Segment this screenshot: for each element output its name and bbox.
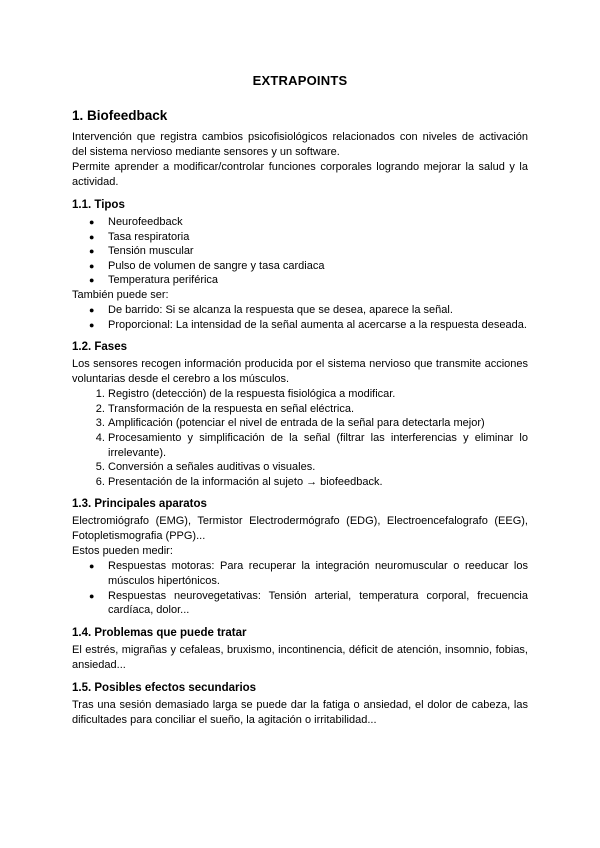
section-heading-biofeedback: 1. Biofeedback xyxy=(72,108,168,123)
bullet-icon: ● xyxy=(89,590,95,601)
paragraph-aparatos-measure: Estos pueden medir: xyxy=(72,545,173,558)
document-title: EXTRAPOINTS xyxy=(252,73,348,88)
bullet-icon: ● xyxy=(89,304,95,315)
list-item: 2. Transformación de la respuesta en señal eléctrica. xyxy=(108,402,528,417)
aparatos-list xyxy=(72,559,528,617)
paragraph-also: También puede ser: xyxy=(72,288,169,301)
list-item: ● Neurofeedback xyxy=(89,216,183,228)
subheading-fases: 1.2. Fases xyxy=(72,341,127,354)
paragraph-intro-2: Permite aprender a modificar/controlar funciones corporales logrando mejorar la salud y la actividad. xyxy=(72,161,528,188)
list-item: ● Tasa respiratoria xyxy=(89,230,190,243)
list-item: 1. Registro (detección) de la respuesta fisiológica a modificar. xyxy=(108,387,528,402)
paragraph-aparatos-intro: Electromiógrafo (EMG), Termistor Electrodermógrafo (EDG), Electroencefalografo (EEG), Fotopletismografia (PPG)... xyxy=(72,515,528,543)
subheading-problemas: 1.4. Problemas que puede tratar xyxy=(72,626,247,639)
list-item: ● Pulso de volumen de sangre y tasa cardiaca xyxy=(89,259,325,272)
list-item: 3. Amplificación (potenciar el nivel de entrada de la señal para detectarla mejor) xyxy=(108,416,528,431)
bullet-icon: ● xyxy=(89,561,95,572)
paragraph-fases-intro: Los sensores recogen información producida por el sistema nervioso que transmite acciones voluntarias desde el cerebro a los músculos. xyxy=(72,358,528,386)
tipos-extra-list xyxy=(72,303,528,332)
subheading-aparatos: 1.3. Principales aparatos xyxy=(72,498,207,511)
bullet-icon: ● xyxy=(89,319,95,330)
list-item: 6. Presentación de la información al sujeto → biofeedback. xyxy=(108,475,528,490)
subheading-efectos: 1.5. Posibles efectos secundarios xyxy=(72,681,257,694)
paragraph-efectos: Tras una sesión demasiado larga se puede dar la fatiga o ansiedad, el dolor de cabeza, las dificultades para conciliar el sueño, la agitación o irritabilidad... xyxy=(72,698,528,726)
fases-steps-list xyxy=(72,387,528,489)
bullet-icon: ● xyxy=(89,231,95,242)
paragraph-problemas: El estrés, migrañas y cefaleas, bruxismo, incontinencia, déficit de atención, insomnio, fobias, ansiedad... xyxy=(72,643,528,671)
list-item: ● Proporcional: La intensidad de la señal aumenta al acercarse a la respuesta deseada. xyxy=(89,318,527,331)
bullet-icon: ● xyxy=(89,246,95,257)
list-item: ● Tensión muscular xyxy=(89,245,194,258)
bullet-icon: ● xyxy=(89,275,95,286)
list-item: 4. Procesamiento y simplificación de la señal (filtrar las interferencias y eliminar lo irrelevante). xyxy=(108,431,528,460)
list-item: ● Respuestas neurovegetativas: Tensión arterial, temperatura corporal, frecuencia cardíaca, dolor... xyxy=(89,589,528,617)
paragraph-intro-1: Intervención que registra cambios psicofisiológicos relacionados con niveles de activación del sistema nervioso mediante sensores y un software. xyxy=(72,131,528,158)
list-item: ● Respuestas motoras: Para recuperar la integración neuromuscular o reeducar los músculos hipertónicos. xyxy=(89,560,528,587)
list-item: 5. Conversión a señales auditivas o visuales. xyxy=(108,460,528,475)
tipos-list xyxy=(72,215,528,288)
bullet-icon: ● xyxy=(89,217,95,227)
list-item: ● Temperatura periférica xyxy=(89,274,219,287)
list-item: ● De barrido: Si se alcanza la respuesta que se desea, aparece la señal. xyxy=(89,303,453,316)
subheading-tipos: 1.1. Tipos xyxy=(72,199,125,211)
bullet-icon: ● xyxy=(89,260,95,271)
